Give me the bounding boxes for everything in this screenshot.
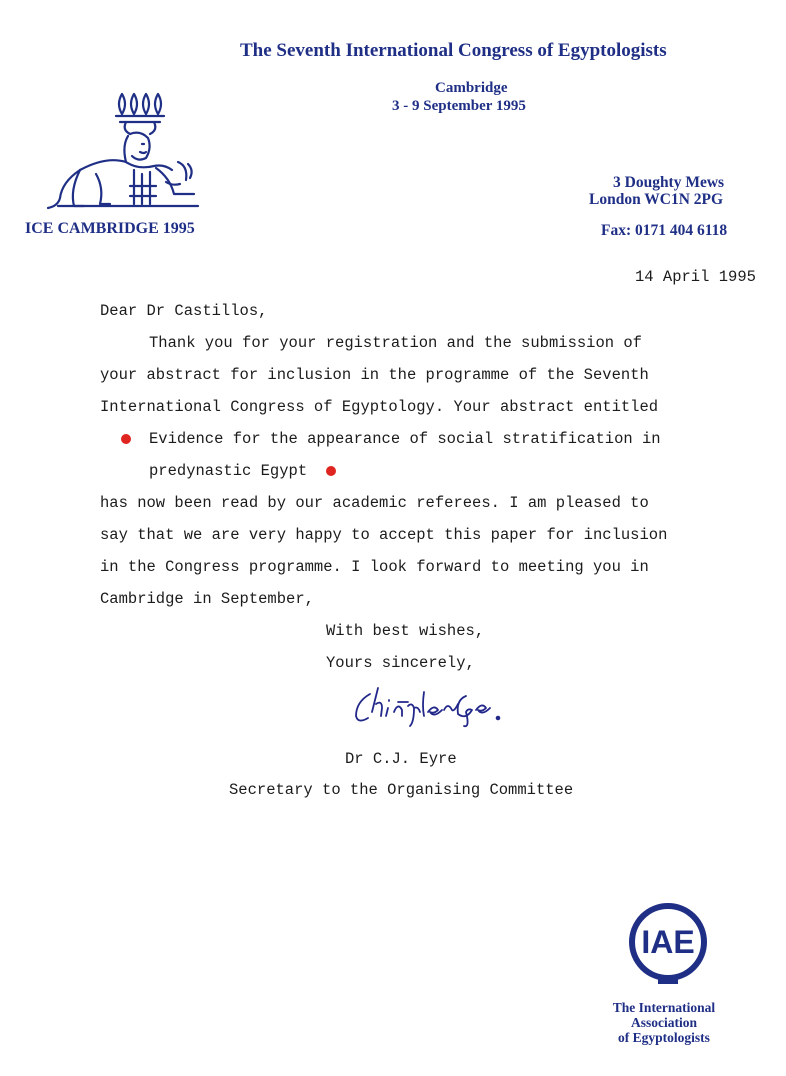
salutation: Dear Dr Castillos, [100, 302, 268, 320]
signatory-name: Dr C.J. Eyre [345, 750, 457, 768]
abstract-title-line: predynastic Egypt [149, 462, 308, 480]
handwritten-signature [348, 682, 508, 732]
body-line: Cambridge in September, [100, 590, 314, 608]
body-line: say that we are very happy to accept this paper for inclusion [100, 526, 668, 544]
body-line: your abstract for inclusion in the programme of the Seventh [100, 366, 649, 384]
sphinx-emblem-icon [38, 88, 206, 218]
iae-logo-text: IAE [641, 924, 695, 960]
emblem-caption: ICE CAMBRIDGE 1995 [25, 220, 195, 237]
org-name-line-1: The International [612, 1000, 716, 1015]
fax-number: Fax: 0171 404 6118 [601, 222, 728, 239]
address-line-2: London WC1N 2PG [589, 191, 724, 208]
org-name-line-2: Association [630, 1015, 697, 1030]
letterhead-dates: 3 - 9 September 1995 [392, 98, 526, 114]
closing-sincerely: Yours sincerely, [326, 654, 475, 672]
red-marker-dot [121, 434, 131, 444]
body-line: International Congress of Egyptology. Your abstract entitled [100, 398, 659, 416]
letter-date: 14 April 1995 [635, 268, 756, 286]
org-name-line-3: of Egyptologists [618, 1030, 710, 1045]
body-line: has now been read by our academic referees. I am pleased to [100, 494, 649, 512]
body-line: Thank you for your registration and the submission of [149, 334, 642, 352]
letterhead-title: The Seventh International Congress of Egyptologists [240, 40, 667, 61]
abstract-title-line: Evidence for the appearance of social stratification in [149, 430, 661, 448]
signatory-role: Secretary to the Organising Committee [229, 781, 574, 799]
body-line: in the Congress programme. I look forward to meeting you in [100, 558, 649, 576]
address-line-1: 3 Doughty Mews [613, 174, 725, 191]
letterhead-venue: Cambridge [435, 80, 508, 96]
red-marker-dot [326, 466, 336, 476]
closing-wishes: With best wishes, [326, 622, 485, 640]
iae-logo-icon [626, 900, 710, 984]
